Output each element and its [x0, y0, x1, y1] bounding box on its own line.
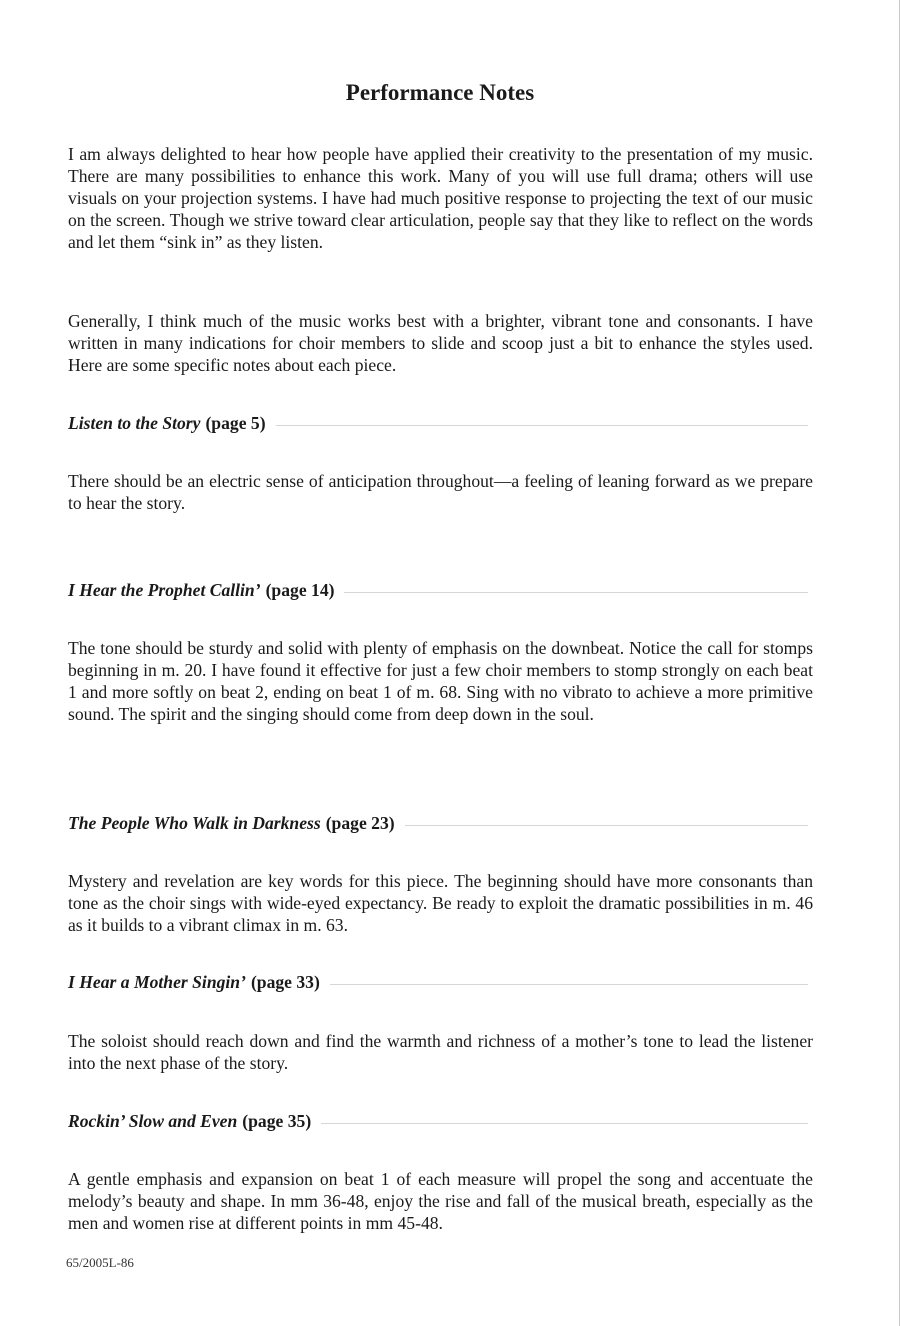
section-heading-rockin-slow-and-even [68, 1110, 808, 1132]
section-heading-the-people-who-walk-in-darkness [68, 812, 808, 834]
section-page-ref: (page 14) [265, 580, 335, 600]
section-title: The People Who Walk in Darkness [68, 813, 321, 833]
section-title: Listen to the Story [68, 413, 201, 433]
section-text-rockin-slow-and-even: A gentle emphasis and expansion on beat 1 of each measure will propel the song and accentuate the melody’s beauty and shape. In mm 36-48, enjoy the rise and fall of the musical breath, especially as the men and women rise at different points in mm 45-48. [68, 1169, 813, 1233]
section-text-listen-to-the-story: There should be an electric sense of anticipation throughout—a feeling of leaning forward as we prepare to hear the story. [68, 471, 813, 513]
section-text-the-people-who-walk-in-darkness: Mystery and revelation are key words for this piece. The beginning should have more consonants than tone as the choir sings with wide-eyed expectancy. Be ready to exploit the dramatic possibilities in m. 46 as it builds to a vibrant climax in m. 63. [68, 871, 813, 935]
section-page-ref: (page 33) [250, 972, 320, 992]
intro-paragraph-1: I am always delighted to hear how people have applied their creativity to the presentation of my music. There are many possibilities to enhance this work. Many of you will use full drama; others will use visuals on your projection systems. I have had much positive response to projecting the text of our music on the screen. Though we strive toward clear articulation, people say that they like to reflect on the words and let them “sink in” as they listen. [68, 144, 813, 252]
heading-rule [344, 592, 808, 593]
section-text-i-hear-the-prophet-callin: The tone should be sturdy and solid with plenty of emphasis on the downbeat. Notice the call for stomps beginning in m. 20. I have found it effective for just a few choir members to stomp strongly on each beat 1 and more softly on beat 2, ending on beat 1 of m. 68. Sing with no vibrato to achieve a more primitive sound. The spirit and the singing should come from deep down in the soul. [68, 638, 813, 724]
page-title: Performance Notes [345, 80, 535, 105]
section-page-ref: (page 5) [205, 413, 266, 433]
section-title: Rockin’ Slow and Even [68, 1111, 238, 1131]
page-footer-code: 65/2005L-86 [66, 1255, 134, 1270]
intro-paragraph-2: Generally, I think much of the music works best with a brighter, vibrant tone and consonants. I have written in many indications for choir members to slide and scoop just a bit to enhance the styles used. Here are some specific notes about each piece. [68, 311, 813, 375]
heading-rule [405, 825, 808, 826]
heading-rule [276, 425, 808, 426]
section-heading-i-hear-the-prophet-callin [68, 579, 808, 601]
section-page-ref: (page 23) [325, 813, 395, 833]
section-title: I Hear the Prophet Callin’ [68, 580, 261, 600]
heading-rule [321, 1123, 808, 1124]
section-title: I Hear a Mother Singin’ [68, 972, 246, 992]
section-heading-i-hear-a-mother-singin [68, 971, 808, 993]
section-text-i-hear-a-mother-singin: The soloist should reach down and find the warmth and richness of a mother’s tone to lead the listener into the next phase of the story. [68, 1031, 813, 1073]
heading-rule [330, 984, 808, 985]
section-heading-listen-to-the-story [68, 412, 808, 434]
section-page-ref: (page 35) [242, 1111, 312, 1131]
